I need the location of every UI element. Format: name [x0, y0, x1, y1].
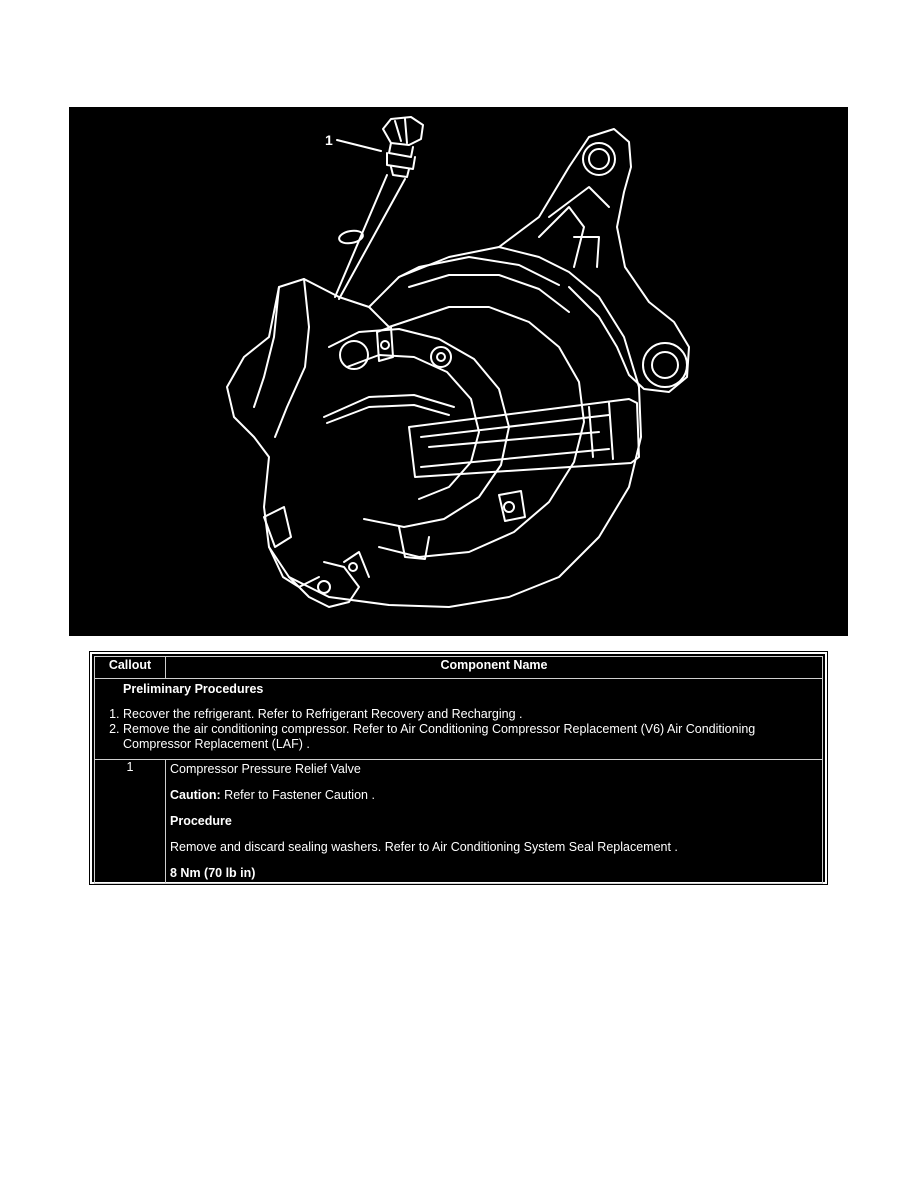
callout-table-frame	[90, 652, 827, 884]
rear-head-fittings	[264, 507, 429, 607]
procedure-text: Remove and discard sealing washers. Refer to Air Conditioning System Seal Replacement .	[170, 840, 678, 854]
preliminary-steps	[103, 707, 816, 752]
compressor-body	[227, 247, 641, 607]
preliminary-row	[95, 679, 823, 760]
callout-table	[94, 656, 823, 884]
compressor-illustration	[69, 107, 848, 636]
component-cell	[166, 760, 823, 884]
torque-spec: 8 Nm (70 lb in)	[170, 866, 256, 880]
compressor-line-drawing	[69, 107, 848, 636]
callout-leader-line	[337, 140, 381, 151]
preliminary-title: Preliminary Procedures	[123, 682, 264, 696]
procedure-label: Procedure	[170, 814, 232, 828]
preliminary-cell	[95, 679, 823, 760]
table-row	[95, 760, 823, 884]
mounting-ear-lower	[643, 343, 687, 387]
header-callout: Callout	[95, 657, 166, 679]
header-component-name: Component Name	[166, 657, 823, 679]
installation-leader	[335, 175, 387, 297]
relief-valve-part	[383, 117, 423, 177]
clutch-connector	[409, 399, 639, 477]
component-name: Compressor Pressure Relief Valve	[170, 762, 361, 776]
preliminary-step-2: 2. Remove the air conditioning compressor. Refer to Air Conditioning Compressor Replacement (V6) Air Conditioning Compressor Replacement (LAF) .	[123, 722, 816, 752]
preliminary-step-1: 1. Recover the refrigerant. Refer to Refrigerant Recovery and Recharging .	[123, 707, 816, 722]
table-header-row	[95, 657, 823, 679]
caution-line	[170, 788, 818, 803]
caution-label: Caution:	[170, 788, 221, 802]
callout-label-1: 1	[325, 132, 333, 148]
callout-number: 1	[95, 760, 166, 884]
caution-text: Refer to Fastener Caution .	[220, 788, 375, 802]
